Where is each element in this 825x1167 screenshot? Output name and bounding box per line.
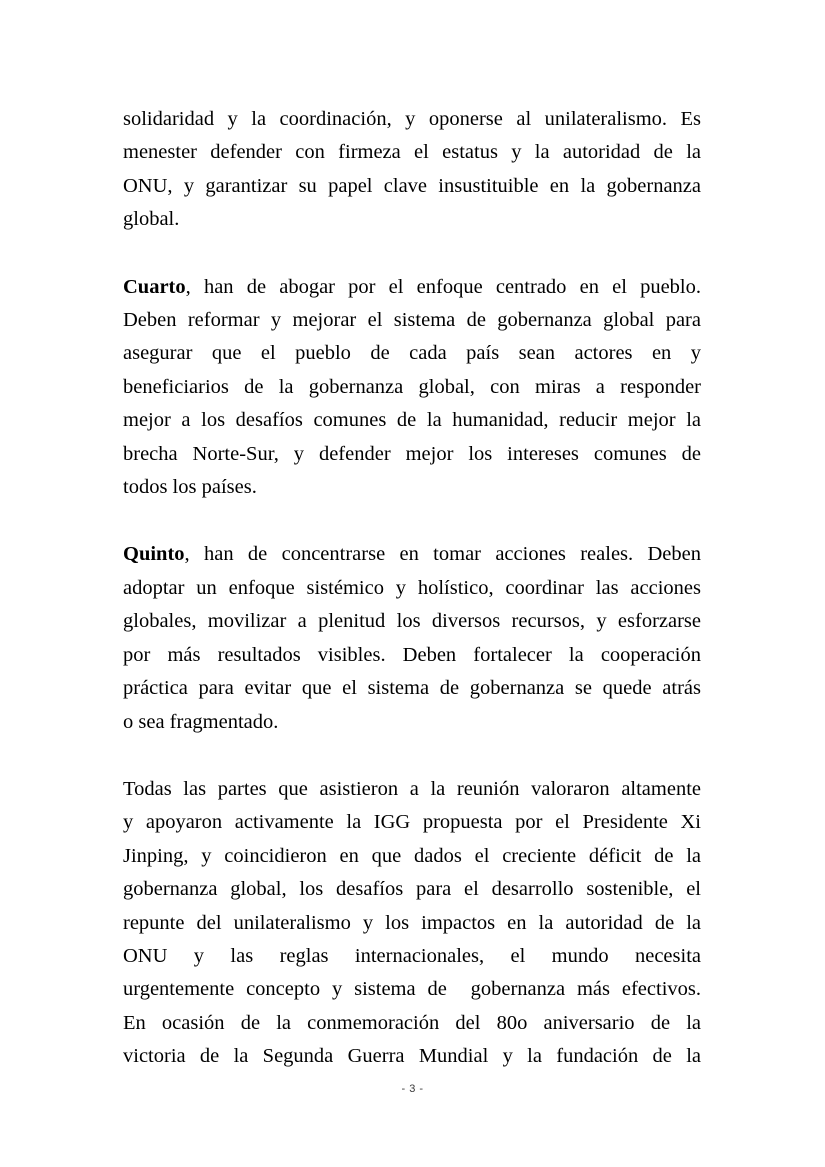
text-line-remainder: , han de concentrarse en tomar acciones reales. Deben xyxy=(184,543,701,566)
text-line: ONU, y garantizar su papel clave insustituible en la gobernanza xyxy=(123,174,701,197)
paragraph-quinto xyxy=(123,538,701,738)
text-line xyxy=(123,271,701,304)
text-line: Deben reformar y mejorar el sistema de gobernanza global para xyxy=(123,309,701,332)
text-line: ONU y las reglas internacionales, el mundo necesita xyxy=(123,944,701,967)
paragraph-cuarto xyxy=(123,271,701,505)
text-line: adoptar un enfoque sistémico y holístico, coordinar las acciones xyxy=(123,576,701,599)
text-line: beneficiarios de la gobernanza global, con miras a responder xyxy=(123,375,701,398)
text-line: Jinping, y coincidieron en que dados el creciente déficit de la xyxy=(123,844,701,867)
text-line: mejor a los desafíos comunes de la humanidad, reducir mejor la xyxy=(123,409,701,432)
paragraph-lead-in: Quinto xyxy=(123,543,185,566)
text-line: solidaridad y la coordinación, y oponerse al unilateralismo. Es xyxy=(123,108,701,130)
text-line: asegurar que el pueblo de cada país sean actores en y xyxy=(123,342,701,365)
text-line: urgentemente concepto y sistema de gobernanza más efectivos. xyxy=(123,978,701,1001)
text-line: menester defender con firmeza el estatus y la autoridad de la xyxy=(123,141,701,164)
text-line: globales, movilizar a plenitud los diversos recursos, y esforzarse xyxy=(123,610,701,633)
text-line: gobernanza global, los desafíos para el desarrollo sostenible, el xyxy=(123,878,701,901)
page-number-footer: - 3 - xyxy=(401,1083,424,1095)
text-line: global. xyxy=(123,208,180,231)
paragraph-todas-las-partes xyxy=(123,773,701,1074)
text-line: por más resultados visibles. Deben fortalecer la cooperación xyxy=(123,643,701,666)
text-line: brecha Norte-Sur, y defender mejor los intereses comunes de xyxy=(123,442,701,465)
text-line: Todas las partes que asistieron a la reunión valoraron altamente xyxy=(123,777,701,800)
paragraph-solidaridad xyxy=(123,103,701,237)
document-body xyxy=(123,103,701,1074)
text-line: repunte del unilateralismo y los impactos en la autoridad de la xyxy=(123,911,701,934)
text-line: todos los países. xyxy=(123,476,257,499)
text-line-remainder: , han de abogar por el enfoque centrado en el pueblo. xyxy=(185,275,701,298)
text-line xyxy=(123,538,701,571)
text-line: o sea fragmentado. xyxy=(123,710,279,733)
text-line: práctica para evitar que el sistema de gobernanza se quede atrás xyxy=(123,677,701,700)
text-line: y apoyaron activamente la IGG propuesta por el Presidente Xi xyxy=(123,811,701,834)
text-line: En ocasión de la conmemoración del 80o aniversario de la xyxy=(123,1011,701,1034)
text-line: victoria de la Segunda Guerra Mundial y la fundación de la xyxy=(123,1045,701,1068)
paragraph-lead-in: Cuarto xyxy=(123,275,186,298)
